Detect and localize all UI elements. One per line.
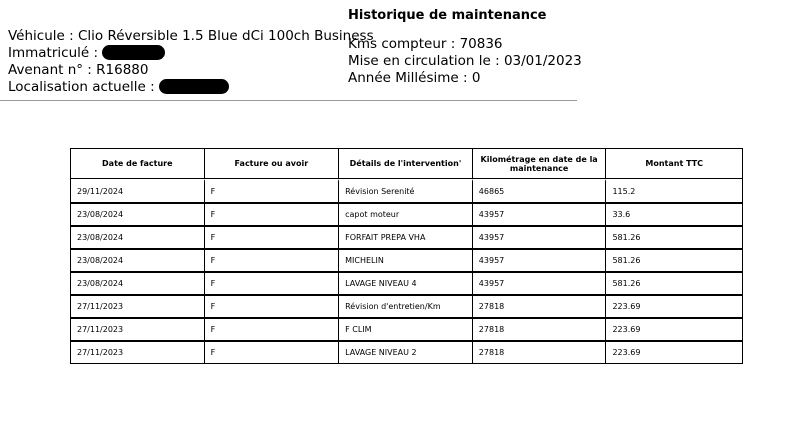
cell-type: F [205, 249, 340, 272]
cell-date: 23/08/2024 [71, 226, 205, 249]
avenant-label: Avenant n° : [8, 62, 97, 78]
table-row [71, 179, 742, 203]
cell-details: LAVAGE NIVEAU 4 [339, 272, 473, 295]
cell-details: F CLIM [339, 318, 473, 341]
cell-amount: 223.69 [606, 295, 742, 318]
page-title: Historique de maintenance [348, 8, 547, 23]
cell-type: F [205, 179, 340, 203]
cell-type: F [205, 295, 340, 318]
cell-mileage: 27818 [473, 295, 607, 318]
cell-type: F [205, 318, 340, 341]
cell-date: 23/08/2024 [71, 272, 205, 295]
kms-value: 70836 [459, 36, 503, 52]
location-label: Localisation actuelle : [8, 79, 155, 95]
vehicle-label: Véhicule : [8, 28, 78, 44]
header-mileage: Kilométrage en date de la maintenance [473, 149, 607, 179]
cell-amount: 581.26 [606, 226, 742, 249]
cell-details: LAVAGE NIVEAU 2 [339, 341, 473, 363]
plate-row [8, 45, 374, 62]
table-row [71, 272, 742, 295]
millesime-row [348, 70, 582, 87]
circulation-value: 03/01/2023 [503, 53, 582, 69]
cell-amount: 223.69 [606, 341, 742, 363]
summary-info [348, 36, 582, 87]
cell-date: 29/11/2024 [71, 179, 205, 203]
cell-date: 23/08/2024 [71, 203, 205, 226]
cell-mileage: 43957 [473, 249, 607, 272]
header-amount: Montant TTC [606, 149, 742, 179]
location-row [8, 79, 374, 96]
cell-details: Révision Serenité [339, 179, 473, 203]
cell-type: F [205, 341, 340, 363]
cell-date: 27/11/2023 [71, 318, 205, 341]
cell-details: MICHELIN [339, 249, 473, 272]
divider [0, 100, 577, 101]
cell-details: capot moteur [339, 203, 473, 226]
avenant-row [8, 62, 374, 79]
cell-mileage: 43957 [473, 203, 607, 226]
kms-label: Kms compteur : [348, 36, 460, 52]
cell-amount: 581.26 [606, 272, 742, 295]
cell-amount: 581.26 [606, 249, 742, 272]
kms-row [348, 36, 582, 53]
location-redaction [159, 79, 229, 94]
circulation-label: Mise en circulation le : [348, 53, 504, 69]
avenant-value: R16880 [96, 62, 149, 78]
cell-date: 27/11/2023 [71, 295, 205, 318]
table-header-row [71, 149, 742, 179]
table-row [71, 341, 742, 363]
cell-mileage: 27818 [473, 341, 607, 363]
cell-mileage: 43957 [473, 226, 607, 249]
header-details: Détails de l'intervention' [339, 149, 473, 179]
cell-details: Révision d'entretien/Km [339, 295, 473, 318]
cell-date: 27/11/2023 [71, 341, 205, 363]
cell-date: 23/08/2024 [71, 249, 205, 272]
millesime-value: 0 [471, 70, 481, 86]
cell-mileage: 43957 [473, 272, 607, 295]
circulation-row [348, 53, 582, 70]
plate-label: Immatriculé : [8, 45, 99, 61]
cell-mileage: 46865 [473, 179, 607, 203]
vehicle-value: Clio Réversible 1.5 Blue dCi 100ch Business [77, 28, 374, 44]
cell-details: FORFAIT PREPA VHA [339, 226, 473, 249]
cell-type: F [205, 272, 340, 295]
table-row [71, 226, 742, 249]
cell-type: F [205, 226, 340, 249]
table-row [71, 203, 742, 226]
table-row [71, 318, 742, 341]
millesime-label: Année Millésime : [348, 70, 472, 86]
cell-amount: 223.69 [606, 318, 742, 341]
table-row [71, 249, 742, 272]
plate-redaction [102, 45, 165, 60]
vehicle-info [8, 28, 374, 96]
vehicle-row [8, 28, 374, 45]
cell-amount: 33.6 [606, 203, 742, 226]
header-type: Facture ou avoir [205, 149, 340, 179]
cell-amount: 115.2 [606, 179, 742, 203]
cell-type: F [205, 203, 340, 226]
cell-mileage: 27818 [473, 318, 607, 341]
maintenance-table [70, 148, 743, 364]
header-date: Date de facture [71, 149, 205, 179]
table-row [71, 295, 742, 318]
